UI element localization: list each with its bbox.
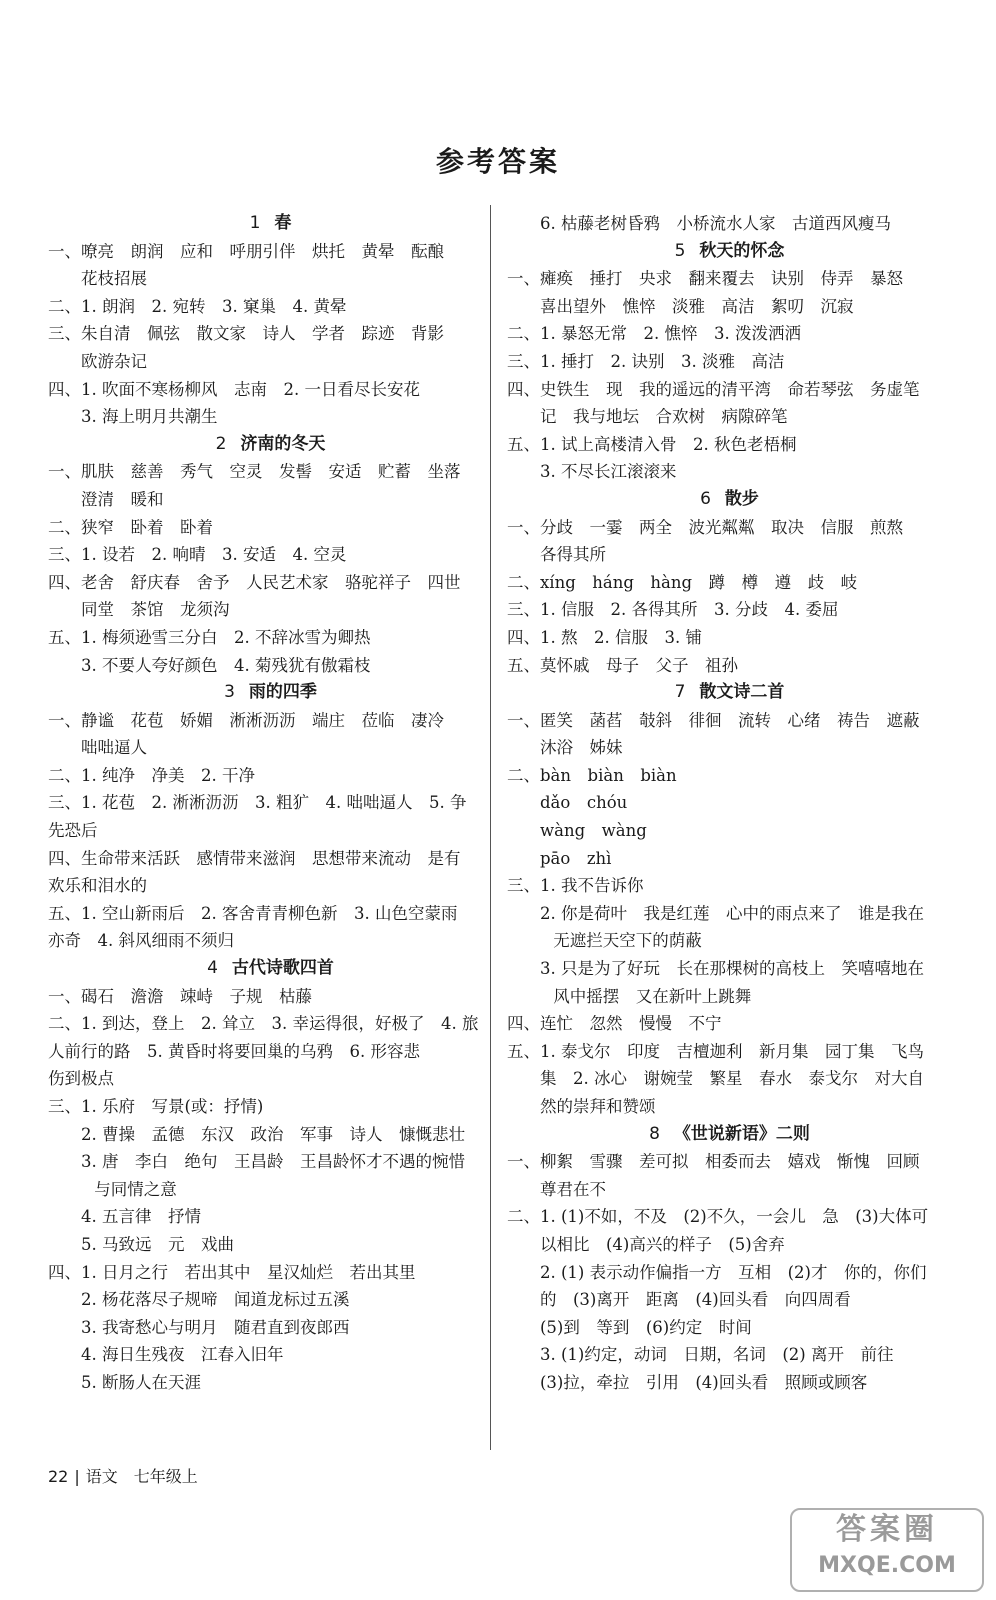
answer-line: 五、1. 梅须逊雪三分白 2. 不辞冰雪为卿热 [48,627,371,647]
section-heading [507,238,952,266]
section-title: 济南的冬天 [240,433,326,454]
answer-line: 一、静谧 花苞 娇媚 淅淅沥沥 端庄 莅临 凄冷 [48,710,444,730]
answer-line: 无遮拦天空下的荫蔽 [553,931,702,951]
answer-line: 三、1. 捶打 2. 诀别 3. 淡雅 高洁 [507,351,785,371]
section-heading [48,955,493,983]
answer-line: 3. 只是为了好玩 长在那棵树的高枝上 笑嘻嘻地在 [540,959,924,979]
answer-line: 风中摇摆 又在新叶上跳舞 [553,986,752,1006]
answer-line: 二、1. 纯净 净美 2. 干净 [48,765,255,785]
page-number: 22 [48,1467,69,1486]
section-heading [507,1121,952,1149]
section-heading [48,210,493,238]
answer-line: 三、1. 乐府 写景(或：抒情) [48,1097,264,1116]
answer-line: 咄咄逼人 [81,738,147,758]
answer-line: 二、狭窄 卧着 卧着 [48,517,213,537]
answer-line: 3. 海上明月共潮生 [81,407,218,427]
answer-line: 3. (1)约定，动词 日期，名词 (2) 离开 前往 [540,1345,894,1365]
answer-line: 2. 曹操 孟德 东汉 政治 军事 诗人 慷慨悲壮 [81,1124,465,1144]
answer-line: 五、1. 空山新雨后 2. 客舍青青柳色新 3. 山色空蒙雨 [48,903,458,923]
section-heading [507,486,952,514]
answer-line: 3. 唐 李白 绝句 王昌龄 王昌龄怀才不遇的惋惜 [81,1152,465,1172]
answer-line: 三、1. 设若 2. 响晴 3. 安适 4. 空灵 [48,545,347,565]
answer-line: 二、1. 朗润 2. 宛转 3. 窠巢 4. 黄晕 [48,296,347,316]
section-title: 春 [274,213,292,233]
answer-line: 一、分歧 一霎 两全 波光粼粼 取决 信服 煎熬 [507,517,903,537]
answer-line: 四、连忙 忽然 慢慢 不宁 [507,1014,722,1034]
watermark-logo [790,1508,984,1592]
answer-line: 3. 我寄愁心与明月 随君直到夜郎西 [81,1317,350,1337]
section-title: 雨的四季 [248,682,317,703]
answer-line: 亦奇 4. 斜风细雨不须归 [48,931,234,951]
answer-line: 五、1. 泰戈尔 印度 吉檀迦利 新月集 园丁集 飞鸟 [507,1041,924,1061]
section-title: 散步 [724,488,759,509]
section-title: 古代诗歌四首 [231,958,334,979]
page-footer [48,1464,198,1487]
answer-line: 尊君在不 [540,1179,606,1199]
answer-line: 二、1. 暴怒无常 2. 憔悴 3. 泼泼洒洒 [507,324,801,344]
answer-line: 一、碣石 澹澹 竦峙 子规 枯藤 [48,986,312,1006]
answer-line: 各得其所 [540,545,606,565]
answer-line: 澄清 暖和 [81,489,164,509]
section-number: 4 [207,958,218,979]
answer-line: 沐浴 姊妹 [540,738,623,758]
answer-line: 4. 五言律 抒情 [81,1207,201,1227]
answer-line: 的 (3)离开 距离 (4)回头看 向四周看 [540,1290,851,1310]
answer-line: 伤到极点 [48,1069,114,1089]
answer-line: 先恐后 [48,821,98,841]
section-title: 《世说新语》二则 [673,1123,810,1144]
answer-line: 四、老舍 舒庆春 舍予 人民艺术家 骆驼祥子 四世 [48,572,461,592]
answer-line: (3)拉，牵拉 引用 (4)回头看 照顾或顾客 [540,1372,868,1392]
section-heading [48,431,493,459]
answer-line: 3. 不尽长江滚滚来 [540,462,677,482]
answer-line: 四、史铁生 现 我的遥远的清平湾 命若琴弦 务虚笔 [507,379,920,399]
footer-subject: 语文 [85,1467,118,1486]
section-heading [48,679,493,707]
answer-line: 5. 马致远 元 戏曲 [81,1234,234,1254]
answer-line: 欧游杂记 [81,351,147,371]
answer-line: 一、柳絮 雪骤 差可拟 相委而去 嬉戏 惭愧 回顾 [507,1152,920,1172]
answer-line: 4. 海日生残夜 江春入旧年 [81,1345,284,1365]
answer-line: 一、肌肤 慈善 秀气 空灵 发髻 安适 贮蓄 坐落 [48,462,461,482]
answer-line: 四、生命带来活跃 感情带来滋润 思想带来流动 是有 [48,848,461,868]
answer-line: 三、1. 信服 2. 各得其所 3. 分歧 4. 委屈 [507,600,839,620]
answer-line: 二、1. 到达，登上 2. 耸立 3. 幸运得很，好极了 4. 旅 [48,1014,479,1034]
answer-column-left [48,210,493,1397]
answer-line: 四、1. 熬 2. 信服 3. 铺 [507,627,702,647]
section-number: 7 [674,682,686,703]
section-number: 5 [674,240,686,261]
answer-line: 一、瘫痪 捶打 央求 翻来覆去 诀别 侍弄 暴怒 [507,269,903,289]
answer-line: pāo zhì [540,848,612,868]
section-heading [507,679,952,707]
answer-line: 五、1. 试上高楼清入骨 2. 秋色老梧桐 [507,434,797,454]
answer-line: 二、xíng háng hàng 蹲 樽 遵 歧 岐 [507,572,858,592]
answer-line: 二、bàn biàn biàn [507,765,677,785]
answer-line: 记 我与地坛 合欢树 病隙碎笔 [540,407,788,427]
section-title: 秋天的怀念 [699,240,785,261]
section-title: 散文诗二首 [699,682,785,703]
answer-line: 二、1. (1)不如，不及 (2)不久，一会儿 急 (3)大体可 [507,1207,929,1227]
answer-line: 四、1. 吹面不寒杨柳风 志南 2. 一日看尽长安花 [48,379,420,399]
answer-line: 5. 断肠人在天涯 [81,1372,201,1392]
answer-line: 喜出望外 憔悴 淡雅 高洁 絮叨 沉寂 [540,296,854,316]
answer-line: 3. 不要人夸好颜色 4. 菊残犹有傲霜枝 [81,655,371,675]
answer-line: 四、1. 日月之行 若出其中 星汉灿烂 若出其里 [48,1262,416,1282]
section-number: 1 [249,213,261,233]
section-number: 6 [700,488,711,509]
answer-line: 同堂 茶馆 龙须沟 [81,600,230,620]
section-number: 2 [215,433,227,454]
answer-line: 集 2. 冰心 谢婉莹 繁星 春水 泰戈尔 对大自 [540,1069,924,1089]
column-divider [490,205,491,1450]
answer-line: 一、匿笑 菡萏 攲斜 徘徊 流转 心绪 祷告 遮蔽 [507,710,920,730]
answer-line: 三、朱自清 佩弦 散文家 诗人 学者 踪迹 背影 [48,324,444,344]
answer-line: 花枝招展 [81,269,147,289]
answer-line: 一、嘹亮 朗润 应和 呼朋引伴 烘托 黄晕 酝酿 [48,241,444,261]
answer-line: 欢乐和泪水的 [48,876,147,896]
answer-line: 与同情之意 [94,1179,177,1199]
answer-line: 2. (1) 表示动作偏指一方 互相 (2)才 你的，你们 [540,1262,927,1282]
answer-line: dǎo chóu [540,793,628,813]
section-number: 8 [649,1123,660,1144]
answer-line: 然的崇拜和赞颂 [540,1097,656,1116]
watermark-url: MXQE.COM [818,1553,956,1578]
page-title: 参考答案 [435,145,560,178]
answer-line: wàng wàng [540,821,647,841]
answer-line: 2. 你是荷叶 我是红莲 心中的雨点来了 谁是我在 [540,903,924,923]
answer-line: 三、1. 花苞 2. 淅淅沥沥 3. 粗犷 4. 咄咄逼人 5. 争 [48,793,467,813]
answer-line: 以相比 (4)高兴的样子 (5)舍弃 [540,1234,785,1254]
watermark-text: 答案圈 [836,1512,938,1547]
answer-column-right [507,210,952,1397]
footer-grade: 七年级上 [133,1467,198,1486]
answer-line: 三、1. 我不告诉你 [507,876,644,896]
footer-separator: | [74,1467,80,1486]
answer-line: 6. 枯藤老树昏鸦 小桥流水人家 古道西风瘦马 [540,214,891,233]
section-number: 3 [224,682,235,703]
answer-line: 五、莫怀戚 母子 父子 祖孙 [507,655,738,675]
answer-line: 人前行的路 5. 黄昏时将要回巢的乌鸦 6. 形容悲 [48,1041,420,1061]
answer-line: (5)到 等到 (6)约定 时间 [540,1317,752,1337]
answer-line: 2. 杨花落尽子规啼 闻道龙标过五溪 [81,1290,350,1310]
